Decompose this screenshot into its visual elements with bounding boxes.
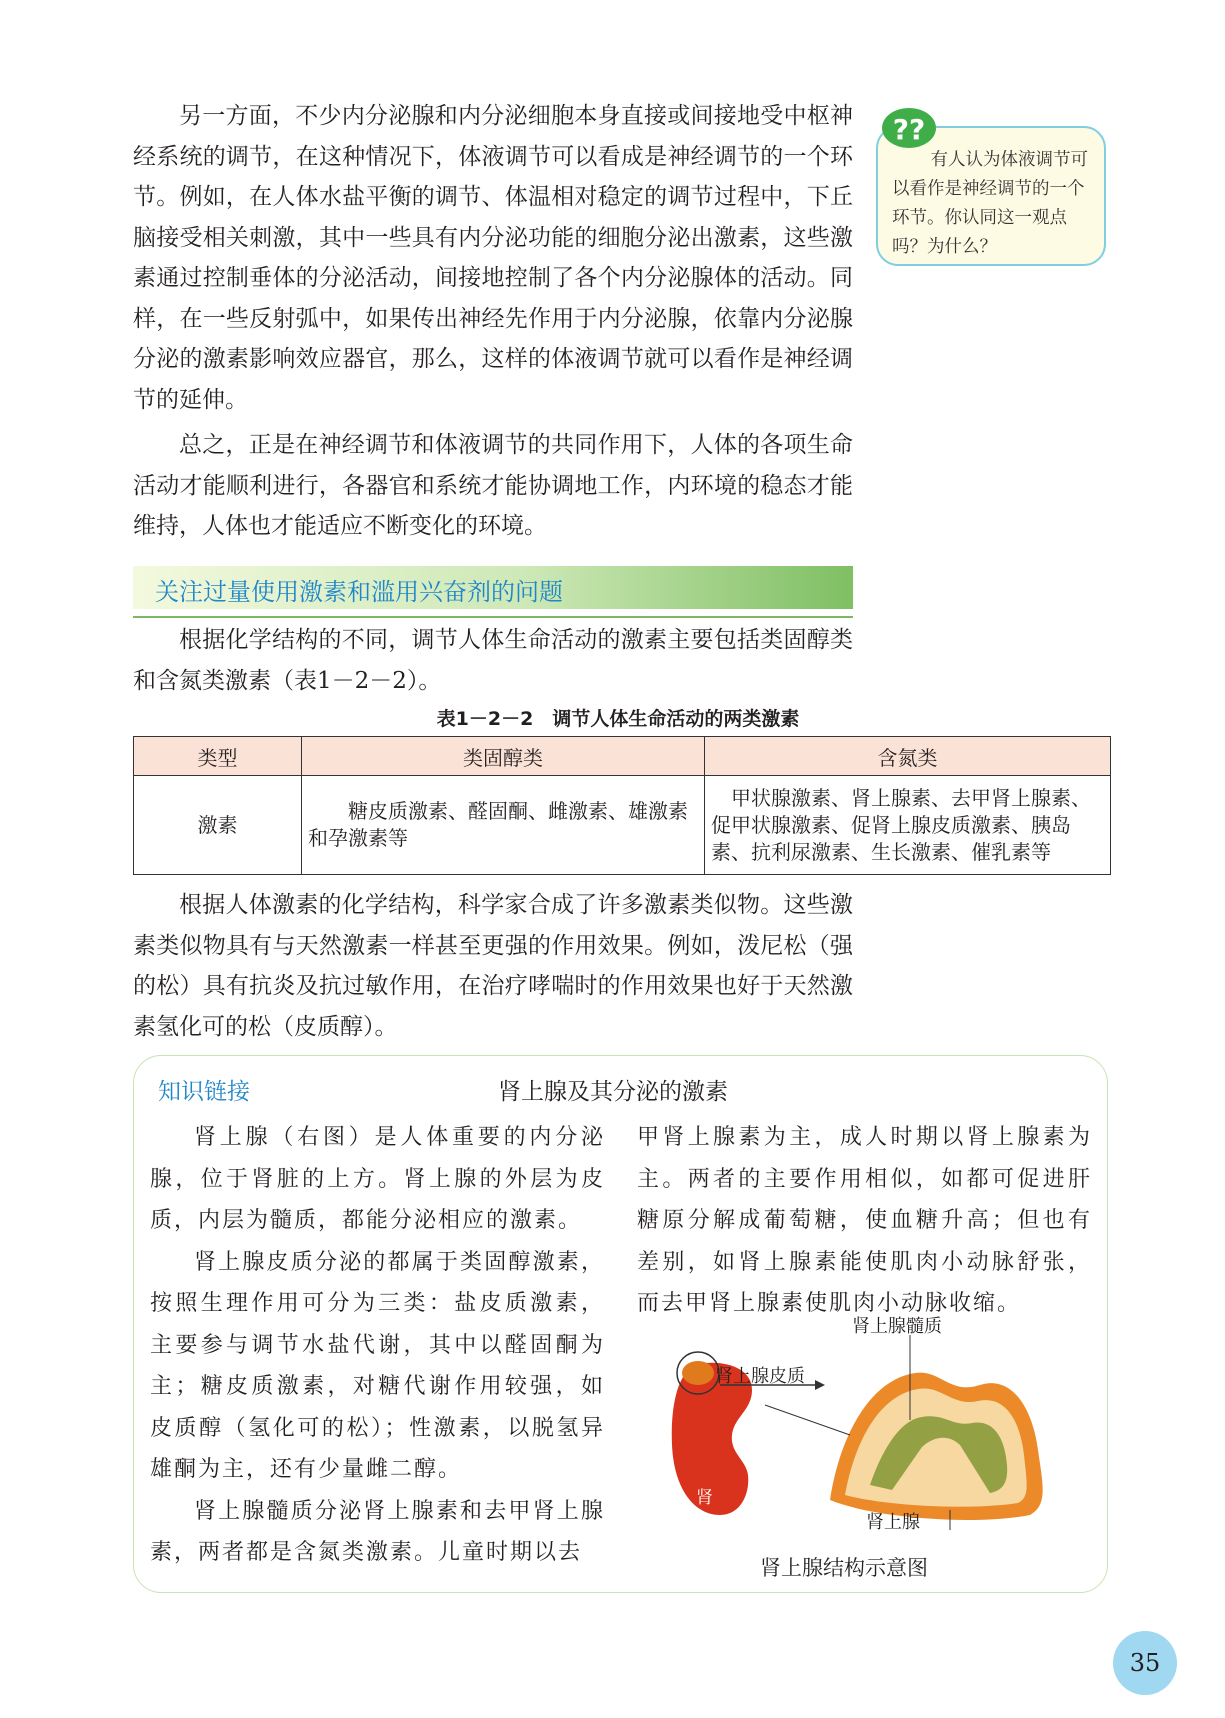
knowledge-tag: 知识链接 [158, 1079, 250, 1105]
table-header-steroid: 类固醇类 [302, 737, 705, 776]
adrenal-label: 肾上腺 [866, 1512, 920, 1533]
knowledge-left-p3: 肾上腺髓质分泌肾上腺素和去甲肾上腺素，两者都是含氮类激素。儿童时期以去 [150, 1498, 605, 1565]
table-header-nitrogen: 含氮类 [705, 737, 1111, 776]
adrenal-figure [660, 1325, 1060, 1550]
hormone-table [133, 736, 1111, 875]
section-heading-text: 关注过量使用激素和滥用兴奋剂的问题 [155, 578, 563, 606]
table-row [134, 776, 1111, 875]
paragraph-3: 根据化学结构的不同，调节人体生命活动的激素主要包括类固醇类和含氮类激素（表1－2－2）。 [133, 627, 853, 694]
medulla-label: 肾上腺髓质 [852, 1316, 942, 1337]
knowledge-title: 肾上腺及其分泌的激素 [498, 1079, 728, 1105]
cortex-label: 肾上腺皮质 [715, 1366, 805, 1387]
question-marks-icon [880, 106, 938, 150]
knowledge-left-column [150, 1117, 605, 1574]
paragraph-4: 根据人体激素的化学结构，科学家合成了许多激素类似物。这些激素类似物具有与天然激素一样甚至更强的作用效果。例如，泼尼松（强的松）具有抗炎及抗过敏作用，在治疗哮喘时的作用效果也好于天然激素氢化可的松（皮质醇）。 [133, 892, 853, 1040]
knowledge-left-p2: 肾上腺皮质分泌的都属于类固醇激素，按照生理作用可分为三类：盐皮质激素，主要参与调节水盐代谢，其中以醛固酮为主；糖皮质激素，对糖代谢作用较强，如皮质醇（氢化可的松）；性激素，以脱氢异雄酮为主，还有少量雌二醇。 [150, 1249, 605, 1482]
table-cell-nitrogen: 甲状腺激素、肾上腺素、去甲肾上腺素、促甲状腺激素、促肾上腺皮质激素、胰岛素、抗利尿激素、生长激素、催乳素等 [705, 776, 1111, 875]
table-cell-steroid: 糖皮质激素、醛固酮、雌激素、雄激素和孕激素等 [302, 776, 705, 875]
question-text: 有人认为体液调节可以看作是神经调节的一个环节。你认同这一观点吗？为什么？ [892, 150, 1088, 257]
small-adrenal-shape [682, 1361, 714, 1385]
question-marks: ?? [892, 113, 926, 146]
paragraph-1: 另一方面，不少内分泌腺和内分泌细胞本身直接或间接地受中枢神经系统的调节，在这种情况下，体液调节可以看成是神经调节的一个环节。例如，在人体水盐平衡的调节、体温相对稳定的调节过程中，下丘脑接受相关刺激，其中一些具有内分泌功能的细胞分泌出激素，这些激素通过控制垂体的分泌活动，间接地控制了各个内分泌腺体的活动。同样，在一些反射弧中，如果传出神经先作用于内分泌腺，依靠内分泌腺分泌的激素影响效应器官，那么，这样的体液调节就可以看作是神经调节的延伸。 [133, 103, 853, 413]
kidney-label: 肾 [696, 1488, 713, 1508]
page-number: 35 [1113, 1631, 1177, 1695]
table-header-type: 类型 [134, 737, 302, 776]
cortex-pointer [765, 1405, 850, 1435]
knowledge-left-p1: 肾上腺（右图）是人体重要的内分泌腺，位于肾脏的上方。肾上腺的外层为皮质，内层为髓质，都能分泌相应的激素。 [150, 1125, 605, 1233]
table-caption: 表1－2－2 调节人体生命活动的两类激素 [436, 708, 800, 730]
figure-caption: 肾上腺结构示意图 [760, 1556, 928, 1580]
paragraph-2: 总之，正是在神经调节和体液调节的共同作用下，人体的各项生命活动才能顺利进行，各器官和系统才能协调地工作，内环境的稳态才能维持，人体也才能适应不断变化的环境。 [133, 432, 853, 539]
knowledge-right-column [637, 1117, 1092, 1325]
table-header-row [134, 737, 1111, 776]
table-cell-type: 激素 [134, 776, 302, 875]
knowledge-right-p1: 甲肾上腺素为主，成人时期以肾上腺素为主。两者的主要作用相似，如都可促进肝糖原分解成葡萄糖，使血糖升高；但也有差别，如肾上腺素能使肌肉小动脉舒张，而去甲肾上腺素使肌肉小动脉收缩。 [637, 1125, 1092, 1316]
section-underline [133, 616, 853, 618]
section-heading [133, 566, 853, 609]
arrow-icon [815, 1380, 825, 1390]
